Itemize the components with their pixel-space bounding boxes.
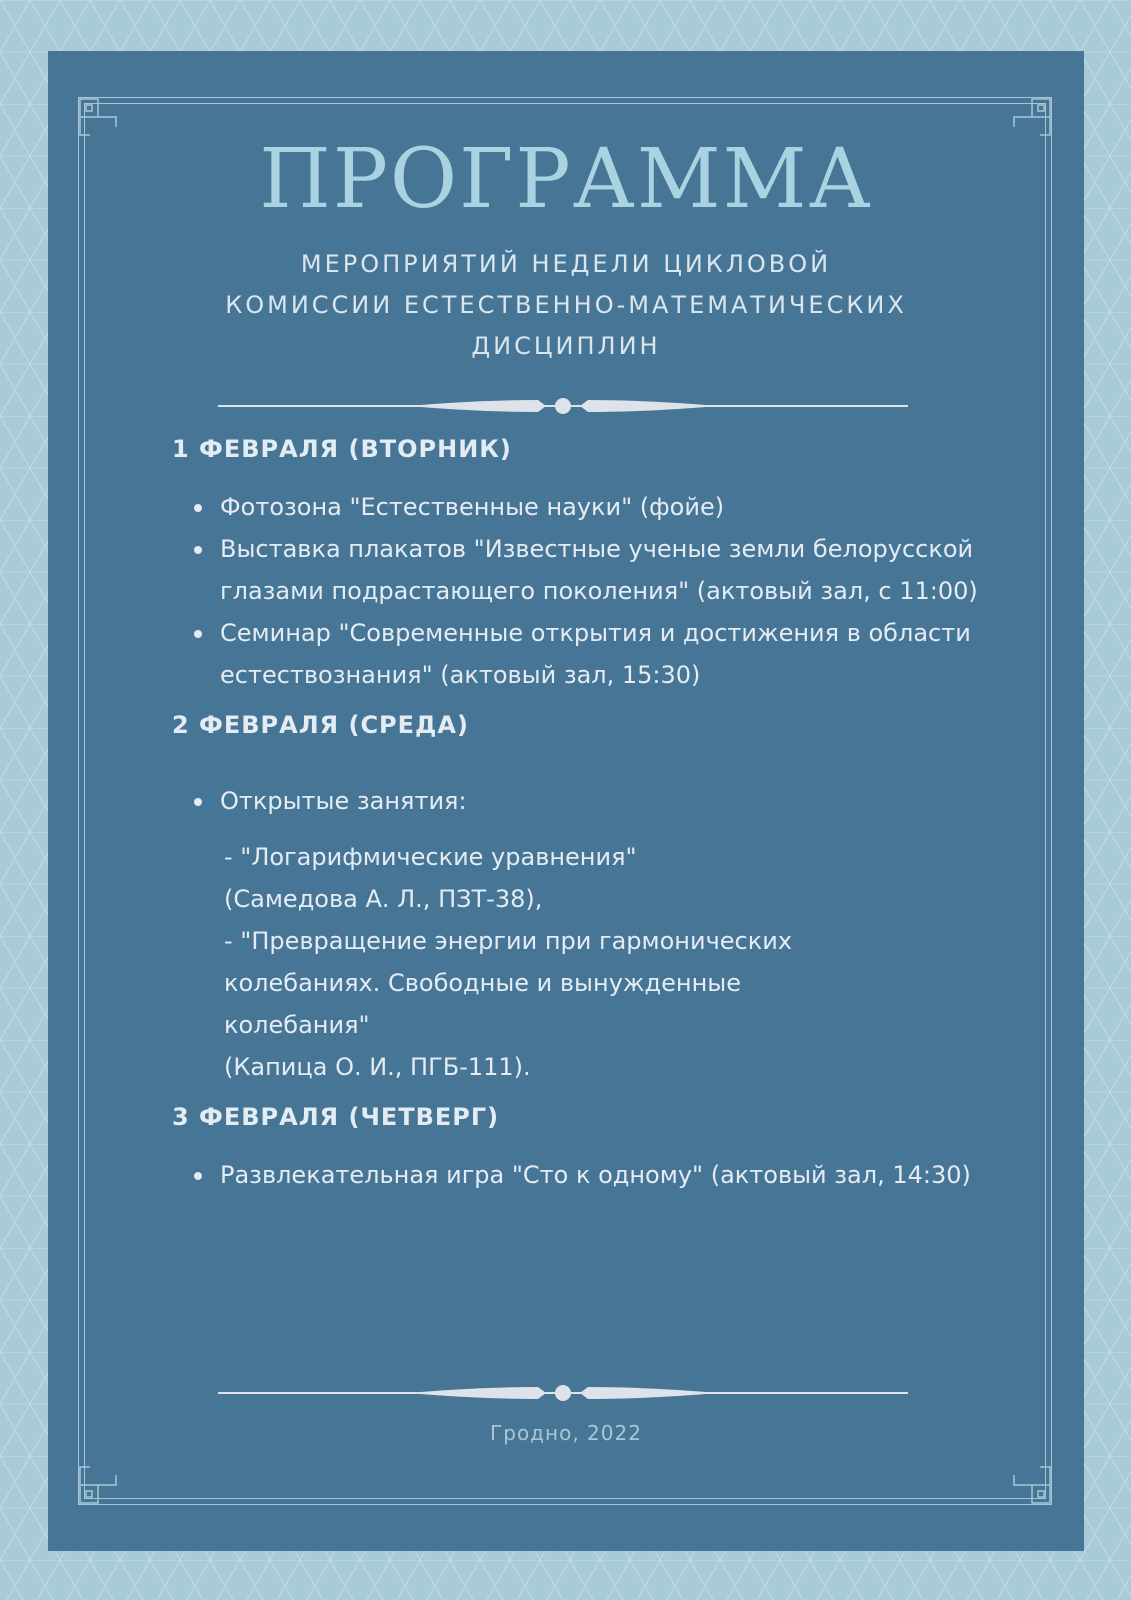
subtitle-line: КОМИССИИ ЕСТЕСТВЕННО-МАТЕМАТИЧЕСКИХ	[225, 291, 907, 319]
day-items	[172, 1154, 1052, 1196]
corner-ornament-icon	[996, 1449, 1052, 1505]
detail-line: (Капица О. И., ПГБ-111).	[224, 1053, 531, 1081]
item-text: Развлекательная игра "Сто к одному" (актовый зал, 14:30)	[220, 1161, 971, 1189]
subtitle	[168, 244, 964, 367]
day-heading: 2 ФЕВРАЛЯ (СРЕДА)	[172, 711, 469, 739]
list-item	[172, 612, 1052, 696]
detail-line: - "Логарифмические уравнения"	[224, 843, 637, 871]
footer-location-year: Гродно, 2022	[490, 1421, 642, 1445]
bullet-icon	[194, 546, 202, 554]
bullet-icon	[194, 798, 202, 806]
divider-ornament-icon	[218, 394, 908, 418]
day-heading: 1 ФЕВРАЛЯ (ВТОРНИК)	[172, 435, 512, 463]
item-text: Фотозона "Естественные науки" (фойе)	[220, 493, 725, 521]
item-text: Открытые занятия:	[220, 787, 467, 815]
list-item	[172, 486, 1052, 528]
list-item	[172, 1154, 1052, 1196]
list-item	[172, 528, 1052, 612]
list-item	[172, 780, 1052, 822]
program-content	[172, 434, 1052, 1196]
divider-ornament-icon	[218, 1381, 908, 1405]
subtitle-line: ДИСЦИПЛИН	[471, 332, 661, 360]
corner-ornament-icon	[78, 1449, 134, 1505]
bullet-icon	[194, 1172, 202, 1180]
detail-line: - "Превращение энергии при гармонических	[224, 927, 793, 955]
item-text: Выставка плакатов "Известные ученые земли белорусской глазами подрастающего поколения" (актовый зал, с 11:00)	[220, 535, 978, 605]
day-heading: 3 ФЕВРАЛЯ (ЧЕТВЕРГ)	[172, 1103, 500, 1131]
detail-line: колебаниях. Свободные и вынужденные	[224, 969, 741, 997]
detail-line: (Самедова А. Л., ПЗТ-38),	[224, 885, 543, 913]
program-card	[48, 51, 1084, 1551]
bullet-icon	[194, 630, 202, 638]
day-items	[172, 486, 1052, 696]
bullet-icon	[194, 504, 202, 512]
open-lessons-details	[172, 836, 1052, 1088]
item-text: Семинар "Современные открытия и достижения в области естествознания" (актовый зал, 15:30)	[220, 619, 971, 689]
page-title: ПРОГРАММА	[259, 132, 873, 227]
detail-line: колебания"	[224, 1011, 370, 1039]
subtitle-line: МЕРОПРИЯТИЙ НЕДЕЛИ ЦИКЛОВОЙ	[300, 250, 832, 278]
day-items	[172, 780, 1052, 822]
